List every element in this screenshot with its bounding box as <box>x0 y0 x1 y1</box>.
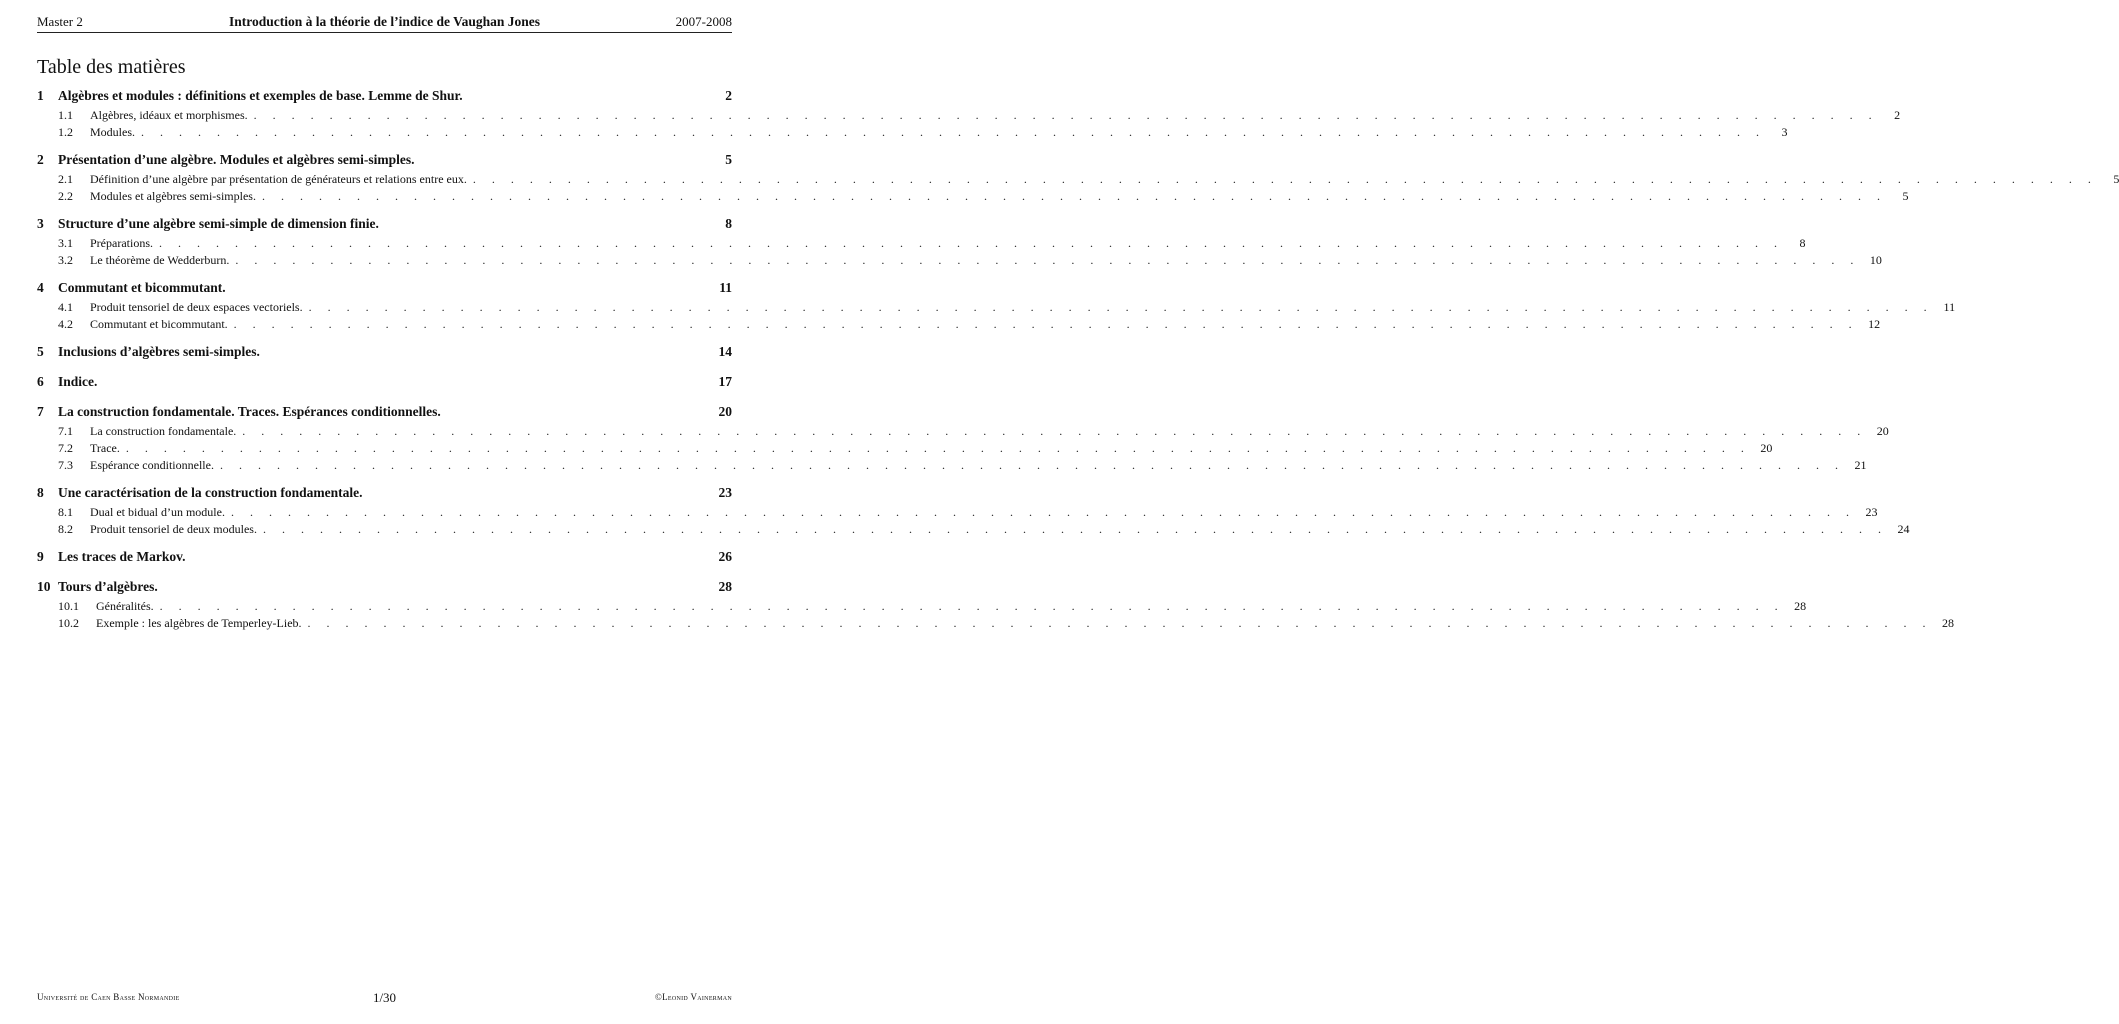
header-year: 2007-2008 <box>675 14 732 29</box>
subsection-number: 1.2 <box>58 125 73 139</box>
toc-section <box>37 485 1910 539</box>
section-page: 28 <box>718 579 732 594</box>
section-title: Tours d’algèbres. <box>58 579 158 594</box>
subsection-title: Dual et bidual d’un module. <box>90 505 225 519</box>
subsection-title: Commutant et bicommutant. <box>90 317 228 331</box>
dot-leader: . . . . . . . . . . . . . . . . . . . . . . . . . . . . . . . . . . . . . . . . . . . . . . . . . . . . . . . . . . . . . . . . . . . . . . . . . . . . . . . . . . . . . . <box>125 441 1751 455</box>
subsection-page: 10 <box>1869 253 1882 267</box>
section-page: 14 <box>718 344 732 359</box>
toc-section <box>37 404 1889 475</box>
section-number: 9 <box>37 549 44 564</box>
dot-leader: . . . . . . . . . . . . . . . . . . . . . . . . . . . . . . . . . . . . . . . . . . . . . . . . . . . . . . . . . . . . . . . . . . . . . . . . . . . . . . . . . . . . . . <box>219 458 1845 472</box>
toc-subsection-entry[interactable] <box>37 522 1910 539</box>
subsection-number: 7.1 <box>58 424 73 438</box>
subsection-page: 5 <box>1902 189 1909 203</box>
header-title: Introduction à la théorie de l’indice de Vaughan Jones <box>228 14 541 29</box>
toc-section <box>37 344 732 364</box>
subsection-page: 8 <box>1799 236 1806 250</box>
section-page: 5 <box>725 152 732 167</box>
toc-section-entry[interactable] <box>37 549 732 569</box>
toc-heading: Table des matières <box>37 56 186 78</box>
subsection-page: 28 <box>1794 599 1807 613</box>
toc-section <box>37 152 2119 206</box>
dot-leader: . . . . . . . . . . . . . . . . . . . . . . . . . . . . . . . . . . . . . . . . . . . . . . . . . . . . . . . . . . . . . . . . . . . . . . . . . . . . . . . . . . . . . . <box>472 172 2098 186</box>
subsection-page: 24 <box>1897 522 1910 536</box>
section-number: 5 <box>37 344 44 359</box>
section-number: 7 <box>37 404 44 419</box>
toc-subsection-entry[interactable] <box>37 189 1909 206</box>
toc-subsection-entry[interactable] <box>37 300 1956 317</box>
section-page: 11 <box>719 280 732 295</box>
subsection-page: 23 <box>1865 505 1878 519</box>
section-number: 8 <box>37 485 44 500</box>
subsection-page: 20 <box>1876 424 1889 438</box>
section-number: 2 <box>37 152 44 167</box>
dot-leader: . . . . . . . . . . . . . . . . . . . . . . . . . . . . . . . . . . . . . . . . . . . . . . . . . . . . . . . . . . . . . . . . . . . . . . . . . . . . . . . . . . . . . . <box>307 616 1933 630</box>
subsection-page: 5 <box>2113 172 2119 186</box>
toc-section-entry[interactable] <box>37 374 732 394</box>
section-number: 10 <box>37 579 51 594</box>
dot-leader: . . . . . . . . . . . . . . . . . . . . . . . . . . . . . . . . . . . . . . . . . . . . . . . . . . . . . . . . . . . . . . . . . . . . . . . . . . . . . . . . . . . . . . <box>141 125 1766 139</box>
section-page: 20 <box>718 404 732 419</box>
running-footer <box>37 990 732 1006</box>
subsection-number: 2.2 <box>58 189 73 203</box>
toc-subsection-entry[interactable] <box>37 172 2119 189</box>
toc-section-entry[interactable] <box>37 344 732 364</box>
toc-section-entry[interactable] <box>37 404 732 424</box>
subsection-number: 8.2 <box>58 522 73 536</box>
section-title: Indice. <box>58 374 98 389</box>
section-number: 1 <box>37 88 44 103</box>
subsection-page: 28 <box>1942 616 1955 630</box>
subsection-title: Généralités. <box>96 599 154 613</box>
subsection-number: 7.2 <box>58 441 73 455</box>
toc-subsection-entry[interactable] <box>37 616 1955 633</box>
section-page: 8 <box>725 216 732 231</box>
subsection-title: Produit tensoriel de deux modules. <box>90 522 257 536</box>
toc-subsection-entry[interactable] <box>37 317 1881 334</box>
section-title: Présentation d’une algèbre. Modules et algèbres semi-simples. <box>58 152 415 167</box>
toc-section-entry[interactable] <box>37 579 732 599</box>
toc-section-entry[interactable] <box>37 88 732 108</box>
subsection-title: Espérance conditionnelle. <box>90 458 214 472</box>
running-header <box>37 12 732 33</box>
subsection-number: 10.1 <box>58 599 79 613</box>
page-number: 1/30 <box>372 990 397 1005</box>
subsection-number: 3.1 <box>58 236 73 250</box>
subsection-title: Algèbres, idéaux et morphismes. <box>90 108 248 122</box>
subsection-number: 1.1 <box>58 108 73 122</box>
subsection-page: 2 <box>1894 108 1901 122</box>
toc-section <box>37 216 1882 270</box>
table-of-contents <box>37 88 2119 643</box>
section-page: 23 <box>718 485 732 500</box>
toc-section-entry[interactable] <box>37 485 732 505</box>
toc-subsection-entry[interactable] <box>37 458 1867 475</box>
footer-copyright: ©Leonid Vainerman <box>654 992 732 1002</box>
section-title: Inclusions d’algèbres semi-simples. <box>58 344 260 359</box>
toc-section-entry[interactable] <box>37 216 732 236</box>
header-course: Master 2 <box>37 14 83 29</box>
subsection-title: Modules. <box>90 125 135 139</box>
subsection-title: Exemple : les algèbres de Temperley-Lieb. <box>96 616 302 630</box>
subsection-page: 12 <box>1868 317 1881 331</box>
section-number: 4 <box>37 280 44 295</box>
section-title: Structure d’une algèbre semi-simple de dimension finie. <box>58 216 379 231</box>
subsection-title: La construction fondamentale. <box>90 424 237 438</box>
subsection-number: 2.1 <box>58 172 73 186</box>
subsection-page: 20 <box>1760 441 1773 455</box>
section-title: La construction fondamentale. Traces. Espérances conditionnelles. <box>58 404 441 419</box>
dot-leader: . . . . . . . . . . . . . . . . . . . . . . . . . . . . . . . . . . . . . . . . . . . . . . . . . . . . . . . . . . . . . . . . . . . . . . . . . . . . . . . . . . . . . . <box>262 522 1888 536</box>
subsection-number: 4.2 <box>58 317 73 331</box>
subsection-number: 4.1 <box>58 300 73 314</box>
subsection-title: Produit tensoriel de deux espaces vectoriels. <box>90 300 303 314</box>
section-title: Commutant et bicommutant. <box>58 280 226 295</box>
toc-section-entry[interactable] <box>37 152 732 172</box>
subsection-number: 10.2 <box>58 616 79 630</box>
toc-subsection-entry[interactable] <box>37 253 1882 270</box>
subsection-title: Modules et algèbres semi-simples. <box>90 189 256 203</box>
toc-subsection-entry[interactable] <box>37 424 1889 441</box>
subsection-number: 3.2 <box>58 253 73 267</box>
toc-section <box>37 280 1956 334</box>
dot-leader: . . . . . . . . . . . . . . . . . . . . . . . . . . . . . . . . . . . . . . . . . . . . . . . . . . . . . . . . . . . . . . . . . . . . . . . . . . . . . . . . . . . . . . <box>253 108 1879 122</box>
section-page: 26 <box>718 549 732 564</box>
section-page: 17 <box>718 374 732 389</box>
dot-leader: . . . . . . . . . . . . . . . . . . . . . . . . . . . . . . . . . . . . . . . . . . . . . . . . . . . . . . . . . . . . . . . . . . . . . . . . . . . . . . . . . . . . . . <box>308 300 1934 314</box>
subsection-page: 3 <box>1781 125 1788 139</box>
toc-section <box>37 549 732 569</box>
dot-leader: . . . . . . . . . . . . . . . . . . . . . . . . . . . . . . . . . . . . . . . . . . . . . . . . . . . . . . . . . . . . . . . . . . . . . . . . . . . . . . . . . . . . . . <box>233 317 1859 331</box>
section-title: Algèbres et modules : définitions et exemples de base. Lemme de Shur. <box>58 88 463 103</box>
toc-subsection-entry[interactable] <box>37 108 1901 125</box>
dot-leader: . . . . . . . . . . . . . . . . . . . . . . . . . . . . . . . . . . . . . . . . . . . . . . . . . . . . . . . . . . . . . . . . . . . . . . . . . . . . . . . . . . . . . . <box>242 424 1867 438</box>
section-title: Une caractérisation de la construction fondamentale. <box>58 485 363 500</box>
subsection-title: Le théorème de Wedderburn. <box>90 253 230 267</box>
toc-section <box>37 374 732 394</box>
section-number: 6 <box>37 374 44 389</box>
toc-subsection-entry[interactable] <box>37 505 1878 522</box>
toc-section-entry[interactable] <box>37 280 732 300</box>
section-page: 2 <box>725 88 732 103</box>
toc-section <box>37 88 1901 142</box>
toc-subsection-entry[interactable] <box>37 441 1773 458</box>
toc-subsection-entry[interactable] <box>37 599 1807 616</box>
subsection-number: 8.1 <box>58 505 73 519</box>
dot-leader: . . . . . . . . . . . . . . . . . . . . . . . . . . . . . . . . . . . . . . . . . . . . . . . . . . . . . . . . . . . . . . . . . . . . . . . . . . . . . . . . . . . . . . <box>159 599 1785 613</box>
dot-leader: . . . . . . . . . . . . . . . . . . . . . . . . . . . . . . . . . . . . . . . . . . . . . . . . . . . . . . . . . . . . . . . . . . . . . . . . . . . . . . . . . . . . . . <box>230 505 1856 519</box>
subsection-title: Trace. <box>90 441 120 455</box>
dot-leader: . . . . . . . . . . . . . . . . . . . . . . . . . . . . . . . . . . . . . . . . . . . . . . . . . . . . . . . . . . . . . . . . . . . . . . . . . . . . . . . . . . . . . . <box>235 253 1860 267</box>
subsection-title: Définition d’une algèbre par présentation de générateurs et relations entre eux. <box>90 172 467 186</box>
subsection-page: 21 <box>1854 458 1867 472</box>
dot-leader: . . . . . . . . . . . . . . . . . . . . . . . . . . . . . . . . . . . . . . . . . . . . . . . . . . . . . . . . . . . . . . . . . . . . . . . . . . . . . . . . . . . . . . <box>261 189 1887 203</box>
toc-subsection-entry[interactable] <box>37 125 1788 142</box>
footer-university: Université de Caen Basse Normandie <box>37 992 180 1002</box>
subsection-number: 7.3 <box>58 458 73 472</box>
section-number: 3 <box>37 216 44 231</box>
subsection-title: Préparations. <box>90 236 153 250</box>
subsection-page: 11 <box>1943 300 1956 314</box>
toc-section <box>37 579 1955 633</box>
dot-leader: . . . . . . . . . . . . . . . . . . . . . . . . . . . . . . . . . . . . . . . . . . . . . . . . . . . . . . . . . . . . . . . . . . . . . . . . . . . . . . . . . . . . . . <box>158 236 1784 250</box>
section-title: Les traces de Markov. <box>58 549 186 564</box>
toc-subsection-entry[interactable] <box>37 236 1806 253</box>
